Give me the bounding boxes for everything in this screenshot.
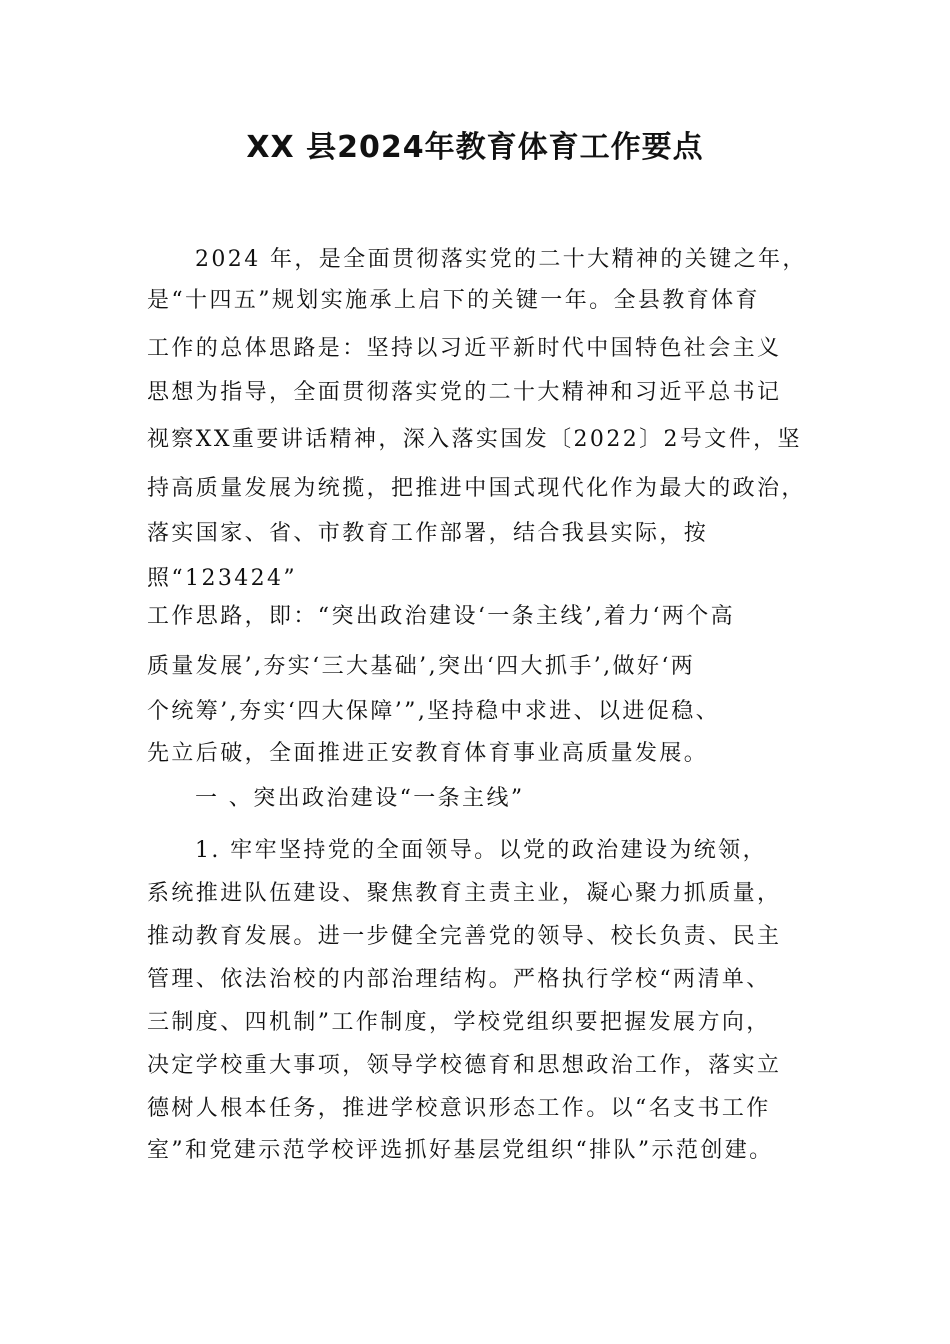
- paragraph-line: 落实国家、省、市教育工作部署，结合我县实际，按: [147, 521, 709, 546]
- paragraph-line: 先立后破，全面推进正安教育体育事业高质量发展。: [147, 741, 709, 766]
- document-title: XX 县2024年教育体育工作要点: [246, 130, 704, 165]
- paragraph-line: 是“十四五”规划实施承上启下的关键一年。全县教育体育: [147, 288, 760, 313]
- paragraph-line: 视察XX重要讲话精神，深入落实国发〔2022〕2号文件，坚: [147, 427, 802, 452]
- paragraph-line: 照“123424”: [147, 566, 298, 591]
- paragraph-line: 质量发展’,夯实‘三大基础’,突出‘四大抓手’,做好‘两: [147, 654, 696, 679]
- paragraph-line: 三制度、四机制”工作制度，学校党组织要把握发展方向，: [147, 1010, 771, 1035]
- paragraph-line: 持高质量发展为统揽，把推进中国式现代化作为最大的政治，: [147, 476, 806, 501]
- section-heading: 一 、突出政治建设“一条主线”: [195, 786, 525, 811]
- paragraph-line: 思想为指导，全面贯彻落实党的二十大精神和习近平总书记: [147, 380, 782, 405]
- paragraph-line: 2024 年，是全面贯彻落实党的二十大精神的关键之年，: [195, 247, 807, 272]
- paragraph-line: 推动教育发展。进一步健全完善党的领导、校长负责、民主: [147, 924, 782, 949]
- paragraph-line: 管理、依法治校的内部治理结构。严格执行学校“两清单、: [147, 967, 771, 992]
- paragraph-line: 工作思路，即：“突出政治建设‘一条主线’,着力‘两个高: [147, 604, 736, 629]
- paragraph-line: 德树人根本任务，推进学校意识形态工作。以“名支书工作: [147, 1096, 771, 1121]
- paragraph-line: 工作的总体思路是：坚持以习近平新时代中国特色社会主义: [147, 336, 782, 361]
- paragraph-line: 个统筹’,夯实‘四大保障’”,坚持稳中求进、以进促稳、: [147, 699, 721, 724]
- paragraph-line: 室”和党建示范学校评选抓好基层党组织“排队”示范创建。: [147, 1138, 774, 1163]
- paragraph-line: 系统推进队伍建设、聚焦教育主责主业，凝心聚力抓质量，: [147, 881, 782, 906]
- paragraph-line: 1. 牢牢坚持党的全面领导。以党的政治建设为统领，: [195, 838, 767, 863]
- paragraph-line: 决定学校重大事项，领导学校德育和思想政治工作，落实立: [147, 1053, 782, 1078]
